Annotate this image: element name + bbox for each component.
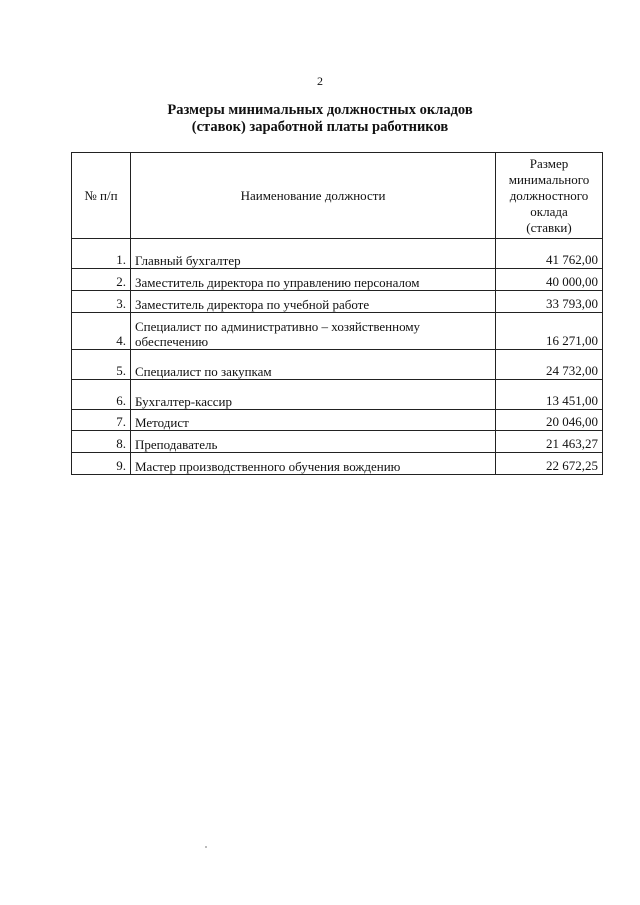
position-name: [131, 431, 496, 453]
salary-value: 33 793,00: [496, 291, 603, 313]
header-size-line: минимального: [508, 171, 590, 187]
position-name-line: Специалист по закупкам: [135, 364, 272, 379]
position-name: [131, 291, 496, 313]
position-name: [131, 350, 496, 380]
row-number: 6.: [72, 380, 131, 410]
table-row: [72, 239, 603, 269]
salary-value: 21 463,27: [496, 431, 603, 453]
row-number: 8.: [72, 431, 131, 453]
position-name: [131, 313, 496, 350]
document-title: [0, 102, 640, 136]
salary-value: 41 762,00: [496, 239, 603, 269]
table-row: [72, 380, 603, 410]
table-row: [72, 410, 603, 431]
table-row: [72, 350, 603, 380]
position-name-line: Главный бухгалтер: [135, 253, 241, 268]
table-row: [72, 291, 603, 313]
header-size-line: Размер: [529, 155, 569, 171]
position-name: [131, 239, 496, 269]
position-name-line: Заместитель директора по учебной работе: [135, 297, 370, 312]
position-name-line: Методист: [135, 415, 189, 430]
header-size-line: (ставки): [526, 219, 572, 235]
table-body: [72, 239, 603, 475]
position-name-line: Заместитель директора по управлению персоналом: [135, 275, 420, 290]
position-name-line: Бухгалтер-кассир: [135, 394, 233, 409]
title-line-1: Размеры минимальных должностных окладов: [167, 102, 473, 118]
salary-value: 20 046,00: [496, 410, 603, 431]
table-row: [72, 453, 603, 475]
table-header-row: [72, 153, 603, 239]
header-salary-size: [496, 153, 603, 239]
position-name-line: обеспечению: [135, 334, 209, 349]
header-size-line: оклада: [530, 203, 568, 219]
row-number: 1.: [72, 239, 131, 269]
row-number: 3.: [72, 291, 131, 313]
position-name: [131, 453, 496, 475]
position-name-line: Преподаватель: [135, 437, 218, 452]
position-name-line: Мастер производственного обучения вождению: [135, 459, 401, 474]
position-name: [131, 410, 496, 431]
position-name: [131, 269, 496, 291]
header-number: № п/п: [72, 153, 131, 239]
salary-table: [71, 152, 603, 475]
page-number: 2: [317, 74, 323, 88]
title-line-2: (ставок) заработной платы работников: [191, 119, 449, 135]
scan-speck: [205, 846, 207, 848]
table-row: [72, 313, 603, 350]
salary-value: 22 672,25: [496, 453, 603, 475]
salary-value: 16 271,00: [496, 313, 603, 350]
salary-value: 40 000,00: [496, 269, 603, 291]
row-number: 5.: [72, 350, 131, 380]
header-size-line: должностного: [509, 187, 589, 203]
salary-value: 13 451,00: [496, 380, 603, 410]
row-number: 9.: [72, 453, 131, 475]
row-number: 2.: [72, 269, 131, 291]
header-position-name: Наименование должности: [131, 153, 496, 239]
salary-value: 24 732,00: [496, 350, 603, 380]
row-number: 4.: [72, 313, 131, 350]
table-row: [72, 269, 603, 291]
position-name: [131, 380, 496, 410]
position-name-line: Специалист по административно – хозяйственному: [135, 319, 421, 334]
row-number: 7.: [72, 410, 131, 431]
table-row: [72, 431, 603, 453]
